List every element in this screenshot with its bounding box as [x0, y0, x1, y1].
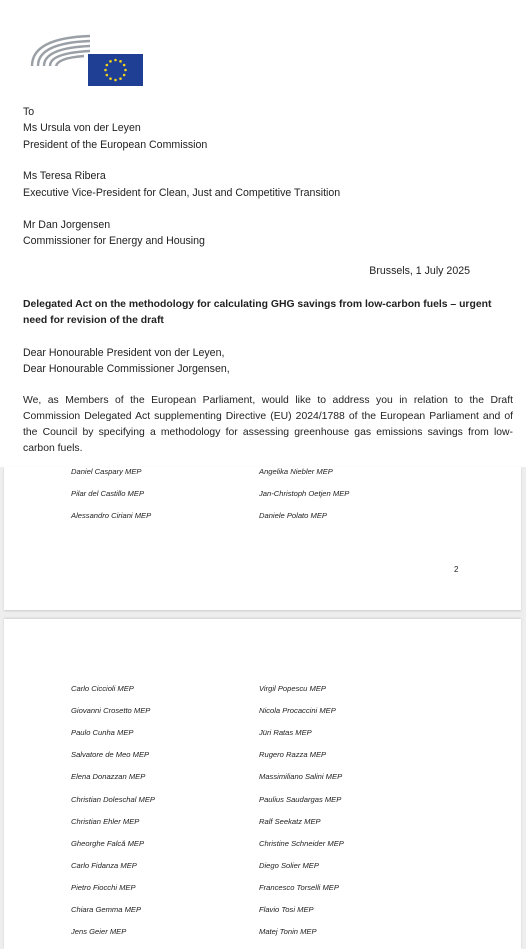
signatory-left: Elena Donazzan MEP [71, 772, 146, 782]
signatory-left: Pilar del Castillo MEP [71, 489, 145, 498]
eu-star-icon [106, 64, 109, 67]
signatory-left: Paulo Cunha MEP [71, 728, 134, 738]
recipient-2-title: Executive Vice-President for Clean, Just and Competitive Transition [23, 187, 341, 199]
signatory-right: Virgil Popescu MEP [259, 684, 326, 693]
recipient-3-name: Mr Dan Jorgensen [23, 219, 111, 231]
recipient-1-name: Ms Ursula von der Leyen [23, 122, 141, 134]
letter-page-1 [0, 0, 526, 467]
signatory-right: Massimiliano Salini MEP [259, 772, 343, 782]
signatory-right: Nicola Procaccini MEP [259, 706, 336, 716]
signatory-left: Carlo Fidanza MEP [71, 860, 137, 870]
signatory-left: Jens Geier MEP [71, 927, 127, 937]
signatory-left: Christian Ehler MEP [71, 816, 140, 826]
signatory-right: Daniele Polato MEP [259, 511, 327, 520]
signatory-right: Rugero Razza MEP [259, 750, 327, 760]
page-number: 2 [454, 565, 459, 574]
recipient-1-title: President of the European Commission [23, 139, 208, 151]
eu-star-icon [123, 74, 126, 77]
signatory-left: Salvatore de Meo MEP [71, 750, 150, 760]
recipient-3-title: Commissioner for Energy and Housing [23, 235, 205, 247]
signatory-right: Diego Solier MEP [259, 860, 319, 870]
eu-star-icon [109, 77, 112, 80]
to-label: To [23, 106, 35, 118]
signatory-right: Jüri Ratas MEP [259, 728, 312, 738]
signatory-right: Angelika Niebler MEP [259, 467, 333, 476]
letter-page-3 [4, 619, 521, 949]
signatory-right: Ralf Seekatz MEP [259, 816, 321, 826]
signatory-left: Gheorghe Falcă MEP [71, 838, 145, 848]
eu-star-icon [109, 60, 112, 63]
signatory-left: Daniel Caspary MEP [71, 467, 142, 476]
signatory-left: Carlo Ciccioli MEP [71, 684, 134, 693]
signatory-left: Giovanni Crosetto MEP [71, 706, 151, 716]
signatory-right: Christine Schneider MEP [259, 838, 344, 848]
salutation-line-2: Dear Honourable Commissioner Jorgensen, [23, 363, 230, 375]
salutation-line-1: Dear Honourable President von der Leyen, [23, 347, 225, 359]
letter-subject: Delegated Act on the methodology for calculating GHG savings from low-carbon fuels – urgent need for revision of the draft [23, 299, 492, 326]
eu-star-icon [114, 79, 117, 82]
signatory-left: Pietro Fiocchi MEP [71, 882, 136, 892]
recipient-2-name: Ms Teresa Ribera [23, 170, 106, 182]
letter-page-2 [4, 467, 521, 610]
letter-date: Brussels, 1 July 2025 [369, 265, 470, 277]
eu-star-icon [106, 74, 109, 77]
signatory-right: Jan-Christoph Oetjen MEP [259, 489, 350, 498]
eu-star-icon [123, 64, 126, 67]
signatory-right: Flavio Tosi MEP [259, 905, 314, 914]
signatory-left: Alessandro Ciriani MEP [71, 511, 152, 520]
signatory-right: Matej Tonin MEP [259, 927, 317, 937]
eu-star-icon [119, 60, 122, 63]
eu-star-icon [114, 59, 117, 62]
body-paragraph: We, as Members of the European Parliament, would like to address you in relation to the Draft Commission Delegated Act supplementing Directive (EU) 2024/1788 of the European Parliament and of the Council by specifying a methodology for assessing greenhouse gas emissions savings from low-carbon fuels. [23, 395, 513, 454]
eu-star-icon [124, 69, 127, 72]
european-parliament-logo [22, 26, 144, 88]
eu-star-icon [104, 69, 107, 72]
signatory-right: Francesco Torselli MEP [259, 882, 339, 892]
signatory-left: Chiara Gemma MEP [71, 905, 142, 914]
signatory-right: Paulius Saudargas MEP [259, 794, 342, 804]
eu-star-icon [119, 77, 122, 80]
signatory-left: Christian Doleschal MEP [71, 794, 155, 804]
